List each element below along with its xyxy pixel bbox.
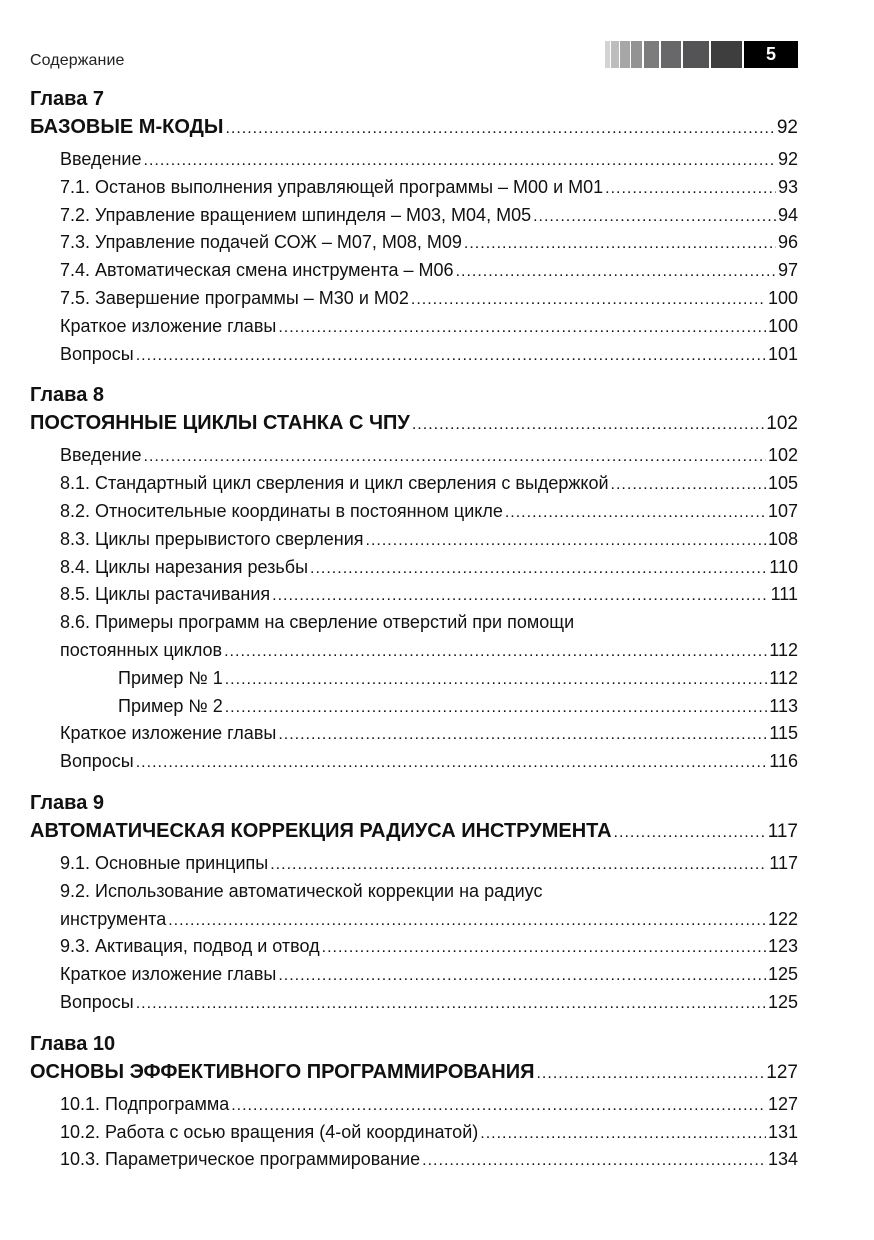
toc-entry-row[interactable] [30,498,798,526]
dot-leader [456,258,776,286]
toc-entry-row[interactable] [30,174,798,202]
entry-text: Пример № 1 [118,667,223,688]
page-ref: 93 [777,176,798,197]
entry-text: 10.2. Работа с осью вращения (4-ой координатой) [60,1121,479,1142]
table-of-contents [30,86,798,1188]
dot-leader [168,907,766,935]
chapter-label: Глава 9 [30,791,105,814]
page-ref: 117 [767,820,798,842]
entry-text: 7.4. Автоматическая смена инструмента – M06 [60,260,454,281]
toc-entry-row[interactable] [30,202,798,230]
toc-entry-row[interactable] [30,961,798,989]
dot-leader [614,818,766,848]
page-ref: 127 [767,1093,798,1114]
dot-leader [422,1147,766,1175]
toc-entry-row[interactable] [30,1146,798,1174]
page-ref: 116 [769,751,798,772]
dot-leader [278,962,766,990]
toc-entry-row[interactable] [30,341,798,369]
dot-leader [231,1092,766,1120]
page-ref: 115 [769,723,798,744]
dot-leader [225,114,774,144]
dot-leader [536,1059,764,1089]
toc-entry-row[interactable] [30,609,798,637]
entry-text: 9.3. Активация, подвод и отвод [60,936,320,957]
chapter-section [30,790,798,1017]
entry-text: 7.2. Управление вращением шпинделя – M03, M04, M05 [60,204,532,225]
dot-leader [322,934,766,962]
chapter-title: АВТОМАТИЧЕСКАЯ КОРРЕКЦИЯ РАДИУСА ИНСТРУМЕНТА [30,819,612,842]
entry-text: 10.3. Параметрическое программирование [60,1149,421,1170]
toc-entry-row[interactable] [30,313,798,341]
dot-leader [225,666,768,694]
dot-leader [278,721,767,749]
dot-leader [505,499,766,527]
entry-text: 9.1. Основные принципы [60,852,269,873]
chapter-title: ОСНОВЫ ЭФФЕКТИВНОГО ПРОГРАММИРОВАНИЯ [30,1060,535,1083]
entry-text: 8.2. Относительные координаты в постоянном цикле [60,500,503,521]
dot-leader [412,410,764,440]
page-ref: 117 [769,852,798,873]
page-ref: 125 [767,964,798,985]
page-ref: 123 [767,936,798,957]
entry-text: 10.1. Подпрограмма [60,1093,230,1114]
toc-entry-row[interactable] [30,693,798,721]
dot-leader [225,694,768,722]
page-ref: 92 [777,149,798,169]
toc-entry-row[interactable] [30,665,798,693]
chapter-title: БАЗОВЫЕ М-КОДЫ [30,116,224,138]
chapter-section [30,86,798,368]
toc-entry-row[interactable] [30,1119,798,1147]
dot-leader [310,555,767,583]
page-ref: 100 [767,315,798,336]
entry-text: 8.3. Циклы прерывистого сверления [60,528,364,549]
page-ref: 107 [767,500,798,521]
page-ref: 96 [777,232,798,253]
page-ref: 105 [767,473,798,494]
toc-entry-row-continuation[interactable] [30,637,798,665]
toc-entry-row[interactable] [30,526,798,554]
header-bar-segment [683,41,709,68]
dot-leader [144,147,776,175]
page-ref: 100 [767,287,798,308]
page-ref: 108 [767,528,798,549]
entry-text: Краткое изложение главы [60,315,277,336]
entry-text: 9.2. Использование автоматической коррекции на радиус [60,880,543,901]
dot-leader [136,749,768,777]
dot-leader [136,990,766,1018]
dot-leader [605,175,776,203]
dot-leader [224,638,767,666]
page-ref: 112 [769,667,798,688]
entry-text: Вопросы [60,751,134,772]
entry-text: Пример № 2 [118,695,223,716]
toc-entry-row[interactable] [30,229,798,257]
page-number: 5 [744,41,798,68]
toc-entry-row[interactable] [30,1091,798,1119]
page-ref: 127 [766,1061,798,1083]
entry-text: 8.6. Примеры программ на сверление отверстий при помощи [60,612,575,633]
page-ref: 111 [770,584,798,605]
entry-text: Введение [60,149,142,169]
chapter-label: Глава 7 [30,88,105,110]
toc-entry-row[interactable] [30,442,798,470]
page-ref: 102 [766,413,798,435]
entry-text: Краткое изложение главы [60,723,277,744]
entry-text: 7.3. Управление подачей СОЖ – M07, M08, M09 [60,232,462,253]
toc-entry-row[interactable] [30,850,798,878]
toc-entry-row[interactable] [30,470,798,498]
toc-entry-row[interactable] [30,878,798,906]
entry-text: Краткое изложение главы [60,964,277,985]
chapter-title-row[interactable] [30,408,798,438]
dot-leader [480,1120,766,1148]
toc-entry-row[interactable] [30,146,798,174]
toc-entry-row[interactable] [30,285,798,313]
dot-leader [464,230,776,258]
entry-text: Введение [60,445,142,466]
header-bar-segment [605,41,610,68]
page-ref: 113 [769,695,798,716]
chapter-section [30,382,798,776]
page-ref: 102 [767,445,798,466]
header-bar-segment [711,41,742,68]
header-bar-segment [620,41,630,68]
dot-leader [144,443,766,471]
toc-entry-row[interactable] [30,257,798,285]
header-bar-segment [611,41,619,68]
header-bar-segment [631,41,642,68]
entry-text: 8.4. Циклы нарезания резьбы [60,556,309,577]
page-ref: 101 [767,343,798,364]
entry-text: 7.5. Завершение программы – M30 и M02 [60,287,409,308]
chapter-title: ПОСТОЯННЫЕ ЦИКЛЫ СТАНКА С ЧПУ [30,412,410,435]
chapter-title-row[interactable] [30,1057,798,1087]
entry-text: 8.1. Стандартный цикл сверления и цикл сверления с выдержкой [60,473,609,494]
toc-entry-row[interactable] [30,748,798,776]
entry-text: Вопросы [60,991,134,1012]
running-head-title: Содержание [30,52,125,69]
entry-text: Вопросы [60,343,134,364]
entry-text: 7.1. Останов выполнения управляющей программы – M00 и M01 [60,176,604,197]
entry-text: постоянных циклов [60,639,223,660]
page-ref: 94 [777,204,798,225]
header-bar-segment [661,41,681,68]
dot-leader [366,527,766,555]
toc-entry-row[interactable] [30,720,798,748]
dot-leader [272,582,768,610]
chapter-label: Глава 8 [30,384,105,407]
toc-entry-row-continuation[interactable] [30,906,798,934]
chapter-title-row[interactable] [30,112,798,142]
page-ref: 97 [777,260,798,281]
toc-entry-row[interactable] [30,581,798,609]
page-ref: 134 [767,1149,798,1170]
toc-entry-row[interactable] [30,989,798,1017]
chapter-title-row[interactable] [30,816,798,846]
chapter-label: Глава 10 [30,1032,116,1055]
dot-leader [136,342,766,370]
page-ref: 125 [767,991,798,1012]
dot-leader [270,851,767,879]
page-ref: 92 [776,117,798,138]
dot-leader [278,314,766,342]
page-ref: 110 [769,556,798,577]
entry-text: инструмента [60,908,167,929]
dot-leader [533,203,776,231]
chapter-section [30,1031,798,1174]
page-ref: 122 [767,908,798,929]
page-ref: 131 [767,1121,798,1142]
toc-entry-row[interactable] [30,554,798,582]
header-bar-segment [644,41,659,68]
entry-text: 8.5. Циклы растачивания [60,584,271,605]
dot-leader [411,286,766,314]
toc-entry-row[interactable] [30,933,798,961]
page-ref: 112 [769,639,798,660]
dot-leader [611,471,766,499]
